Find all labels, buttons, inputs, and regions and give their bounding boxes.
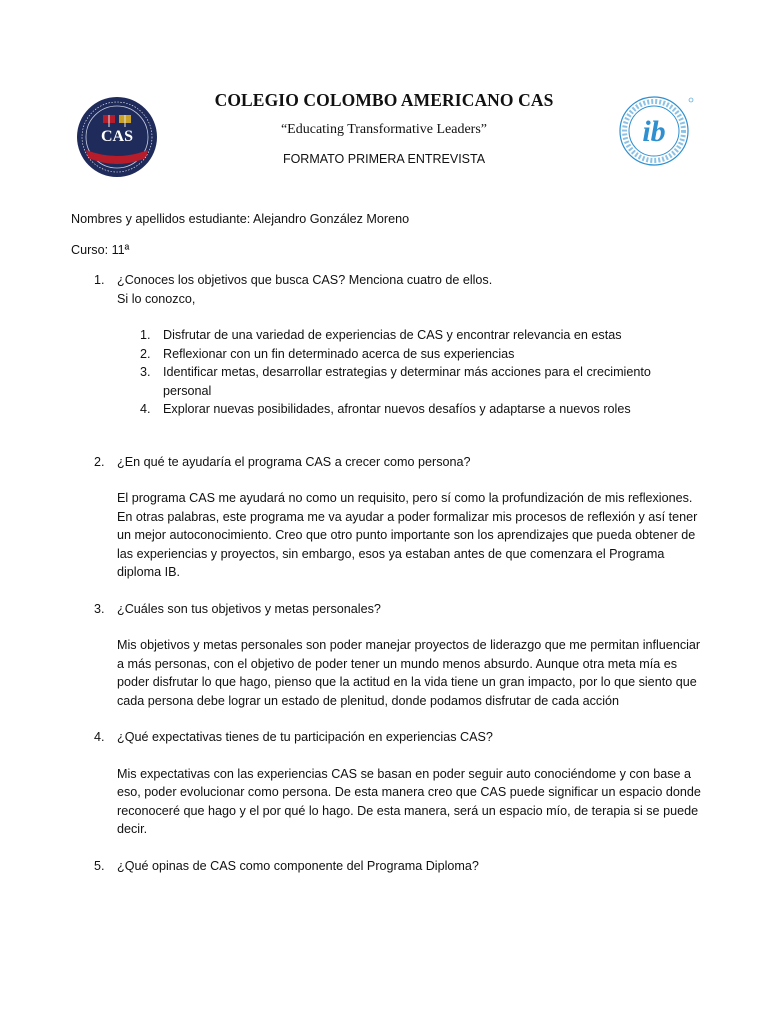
answer-intro: Si lo conozco, [117, 291, 196, 306]
question-text: ¿Conoces los objetivos que busca CAS? Menciona cuatro de ellos. [117, 273, 493, 287]
interview-body [71, 208, 701, 875]
question-number: 5. [94, 858, 105, 873]
list-item [117, 345, 701, 364]
question-number: 3. [94, 601, 105, 616]
student-name-line: Nombres y apellidos estudiante: Alejandro González Moreno [71, 212, 410, 226]
question-number: 2. [94, 454, 105, 469]
answer-4: Mis expectativas con las experiencias CAS se basan en poder seguir auto conociéndome y con base a eso, poder evolucionar como persona. De esta manera creo que CAS puede significar un espacio donde reconoceré que hago y el por qué lo hago. De esta manera, será un espacio mío, de terapia si se puede decir. [117, 766, 701, 836]
question-text: ¿En qué te ayudaría el programa CAS a crecer como persona? [117, 454, 471, 469]
list-item [117, 363, 701, 400]
answer-2: El programa CAS me ayudará no como un requisito, pero sí como la profundización de mis reflexiones. En otras palabras, este programa me va ayudar a poder formalizar mis procesos de reflexión y así tener un mejor autoconocimiento. Creo que otro punto importante son los aprendizajes que pueda obtener de las experiencias y proyectos, sin embargo, esos ya estaban antes de que comenzara el Programa diploma IB. [117, 491, 698, 579]
svg-text:ib: ib [642, 115, 666, 148]
school-motto: “Educating Transformative Leaders” [280, 122, 488, 137]
list-item-text: Identificar metas, desarrollar estrategias y determinar más acciones para el crecimiento personal [163, 365, 651, 398]
list-item [117, 400, 701, 419]
list-item-number: 3. [140, 365, 151, 379]
question-text: ¿Qué expectativas tienes de tu participación en experiencias CAS? [117, 730, 493, 744]
question-3 [71, 600, 701, 619]
list-item-number: 4. [140, 402, 151, 416]
question-4 [71, 728, 701, 747]
objectives-list [117, 326, 701, 419]
list-item [117, 326, 701, 345]
question-5 [71, 857, 701, 876]
course-line: Curso: 11ª [71, 242, 130, 257]
question-number: 1. [94, 273, 105, 287]
list-item-number: 1. [140, 328, 151, 342]
form-title: FORMATO PRIMERA ENTREVISTA [282, 152, 486, 166]
school-name: COLEGIO COLOMBO AMERICANO CAS [214, 90, 554, 110]
question-number: 4. [94, 730, 105, 744]
list-item-text: Explorar nuevas posibilidades, afrontar nuevos desafíos y adaptarse a nuevos roles [163, 402, 631, 416]
question-2 [71, 453, 701, 472]
list-item-number: 2. [140, 346, 151, 361]
svg-text:CAS: CAS [100, 128, 134, 145]
question-text: ¿Cuáles son tus objetivos y metas personales? [117, 601, 381, 616]
list-item-text: Reflexionar con un fin determinado acerca de sus experiencias [163, 346, 515, 361]
question-1 [71, 271, 701, 290]
answer-3: Mis objetivos y metas personales son poder manejar proyectos de liderazgo que me permitan influenciar a más personas, con el objetivo de poder tener un mundo menos absurdo. Aunque otra meta mía es poder disfrutar lo que hago, pienso que la actitud en la vida tiene un gran impacto, por lo que siento que cada persona debe lograr un estado de plenitud, donde podamos disfrutar de cada acción [117, 638, 701, 708]
list-item-text: Disfrutar de una variedad de experiencias de CAS y encontrar relevancia en estas [163, 328, 622, 342]
question-text: ¿Qué opinas de CAS como componente del Programa Diploma? [117, 858, 479, 873]
